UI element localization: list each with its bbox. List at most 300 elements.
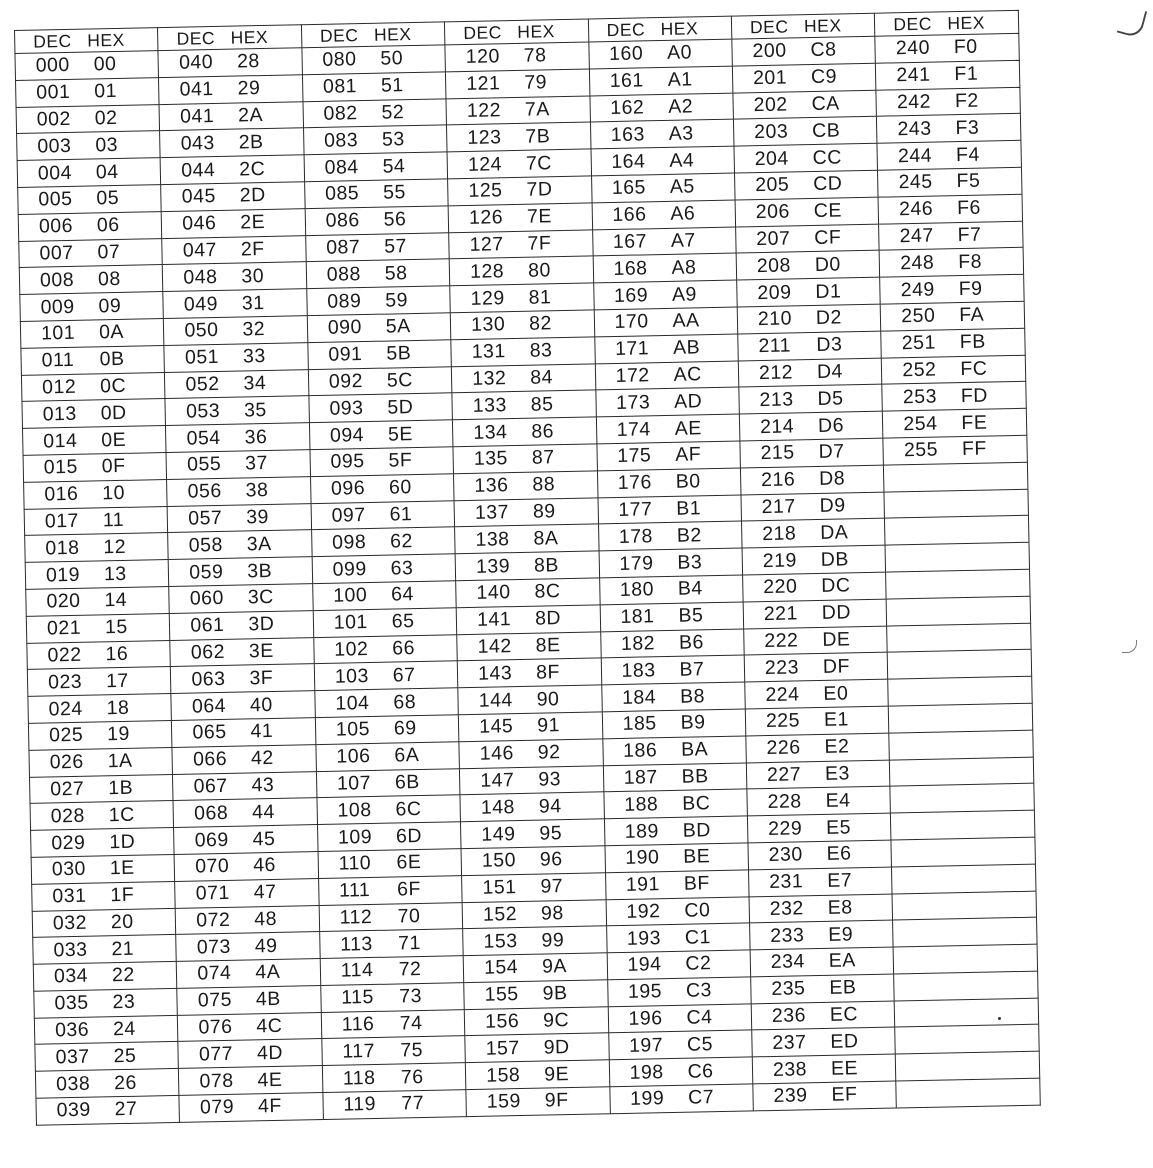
table-cell — [884, 489, 1028, 519]
table-cell — [36, 1095, 180, 1125]
hole-punch-mark-middle — [1122, 640, 1137, 653]
dec-value: 111 — [338, 879, 371, 902]
table-cell — [886, 596, 1030, 626]
table-cell — [159, 101, 303, 131]
table-cell — [599, 575, 743, 605]
table-cell — [875, 33, 1019, 63]
hex-value: 90 — [536, 687, 560, 711]
dec-value: 009 — [40, 295, 75, 319]
hex-value: 8E — [535, 634, 561, 657]
dec-value: 227 — [766, 763, 802, 786]
dec-value: 169 — [613, 283, 649, 307]
dec-value: 114 — [340, 959, 374, 983]
table-cell — [877, 141, 1021, 171]
hex-value: 7F — [527, 232, 552, 255]
table-cell — [18, 211, 162, 241]
hex-value: E6 — [826, 842, 852, 866]
table-cell — [318, 875, 462, 905]
dec-value: 149 — [481, 822, 516, 846]
table-cell — [889, 730, 1033, 760]
hex-value: FD — [960, 384, 989, 407]
table-cell — [880, 274, 1024, 304]
dec-value: 181 — [620, 605, 655, 629]
dec-value: 166 — [612, 203, 647, 227]
dec-value: 047 — [182, 238, 218, 262]
hex-value: 92 — [537, 741, 561, 764]
table-cell — [17, 131, 161, 161]
dec-value: 004 — [37, 161, 73, 185]
dec-value: 041 — [179, 78, 214, 101]
dec-value: 160 — [608, 42, 644, 66]
table-cell — [750, 947, 894, 977]
hex-value: A6 — [670, 202, 696, 226]
table-cell — [896, 1051, 1040, 1081]
table-cell — [450, 310, 594, 340]
table-cell — [164, 342, 308, 372]
header-hex-label: HEX — [517, 20, 555, 42]
dec-value: 023 — [47, 670, 83, 694]
hex-value: 72 — [398, 958, 422, 981]
hex-value: CD — [812, 172, 843, 196]
dec-value: 179 — [619, 551, 654, 575]
dec-value: 051 — [184, 346, 220, 369]
hex-value: 4A — [255, 961, 281, 984]
hex-value: 63 — [390, 556, 414, 580]
table-cell — [748, 867, 892, 897]
dec-value: 244 — [897, 144, 933, 167]
column-header — [158, 25, 302, 51]
dec-value: 165 — [611, 176, 647, 200]
table-cell — [459, 739, 603, 769]
dec-value: 221 — [763, 602, 799, 626]
table-cell — [307, 286, 451, 316]
dec-value: 153 — [483, 929, 518, 953]
dec-value: 029 — [51, 831, 86, 854]
dec-value: 157 — [485, 1036, 520, 1060]
table-cell — [876, 60, 1020, 90]
table-cell — [463, 953, 607, 983]
table-cell — [893, 917, 1037, 947]
hex-value: C4 — [686, 1006, 713, 1029]
hex-value: DB — [820, 547, 850, 571]
hex-value: EB — [829, 976, 857, 1000]
dec-value: 156 — [484, 1010, 520, 1033]
hex-value: 06 — [96, 214, 120, 237]
hex-value: 96 — [539, 848, 563, 871]
table-cell — [881, 301, 1025, 331]
table-cell — [739, 385, 883, 415]
table-cell — [35, 1069, 179, 1099]
table-cell — [162, 235, 306, 265]
hex-value: B9 — [680, 711, 706, 735]
dec-value: 213 — [759, 388, 794, 411]
table-cell — [603, 789, 747, 819]
hex-value: 6B — [394, 770, 421, 794]
table-cell — [167, 503, 311, 533]
table-cell — [164, 316, 308, 346]
table-cell — [876, 87, 1020, 117]
table-cell — [309, 393, 453, 423]
table-cell — [165, 369, 309, 399]
hex-value: 97 — [540, 875, 564, 898]
table-cell — [26, 613, 170, 643]
table-cell — [744, 652, 888, 682]
table-cell — [602, 709, 746, 739]
hex-value: B8 — [679, 684, 706, 708]
hex-value: 6D — [395, 824, 423, 847]
dec-value: 186 — [622, 739, 658, 763]
dec-value: 000 — [35, 54, 70, 77]
hex-value: DA — [819, 521, 849, 544]
table-cell — [883, 435, 1027, 465]
hex-value: 33 — [242, 345, 266, 368]
hex-value: AC — [673, 363, 702, 386]
hex-value: 6E — [396, 851, 422, 874]
hex-value: 3F — [249, 666, 274, 690]
dec-value: 056 — [187, 480, 222, 503]
table-cell — [178, 1012, 322, 1042]
table-cell — [448, 176, 592, 206]
table-cell — [314, 634, 458, 664]
hex-value: 08 — [97, 267, 121, 291]
dec-value: 110 — [338, 852, 372, 875]
dec-value: 018 — [45, 536, 80, 560]
dec-value: 079 — [199, 1096, 235, 1119]
dec-value: 058 — [188, 533, 224, 557]
dec-value: 119 — [343, 1093, 377, 1117]
hex-value: 12 — [103, 535, 127, 559]
table-cell — [734, 170, 878, 200]
table-cell — [591, 173, 735, 203]
hex-value: F2 — [954, 89, 979, 113]
hex-value: 8F — [535, 660, 561, 684]
hex-value: 68 — [393, 690, 417, 714]
hex-value: 58 — [384, 261, 408, 285]
dec-value: 192 — [626, 900, 661, 923]
hex-value: AE — [674, 416, 702, 440]
table-cell — [25, 560, 169, 590]
dec-value: 091 — [328, 343, 363, 366]
hex-value: EE — [830, 1056, 859, 1080]
dec-value: 041 — [179, 104, 215, 128]
hex-value: 65 — [391, 610, 415, 633]
table-cell — [177, 959, 321, 989]
table-cell — [751, 974, 895, 1004]
table-cell — [591, 146, 735, 176]
hex-value: 88 — [532, 473, 556, 496]
table-cell — [738, 358, 882, 388]
table-cell — [607, 977, 751, 1007]
table-cell — [590, 119, 734, 149]
hex-value: B5 — [678, 604, 704, 627]
dec-value: 003 — [37, 134, 72, 158]
hex-value: BA — [680, 738, 709, 761]
hex-value: EC — [829, 1003, 859, 1026]
table-cell — [589, 93, 733, 123]
hex-value: D8 — [818, 467, 846, 491]
table-cell — [306, 259, 450, 289]
table-cell — [323, 1090, 467, 1120]
dec-value: 048 — [183, 265, 218, 289]
hex-value: 1C — [108, 803, 135, 826]
dec-value: 034 — [53, 965, 89, 988]
dec-value: 243 — [897, 117, 932, 141]
table-cell — [600, 629, 744, 659]
dec-value: 238 — [772, 1057, 808, 1081]
header-dec-label: DEC — [749, 15, 789, 37]
dec-value: 219 — [762, 548, 798, 572]
table-cell — [882, 382, 1026, 412]
hex-value: A0 — [666, 41, 693, 65]
hex-value: 1A — [107, 749, 133, 773]
dec-value: 022 — [47, 643, 82, 667]
hex-value: 8A — [533, 526, 559, 550]
hex-value: 7A — [524, 98, 550, 121]
table-cell — [602, 736, 746, 766]
table-cell — [457, 631, 601, 661]
table-cell — [885, 542, 1029, 572]
hex-value: D9 — [819, 494, 846, 517]
dec-value: 050 — [184, 319, 219, 342]
hex-value: 0D — [100, 401, 127, 425]
hex-value: 00 — [93, 53, 117, 76]
table-cell — [303, 98, 447, 128]
table-cell — [744, 626, 888, 656]
dec-value: 210 — [757, 307, 793, 331]
table-cell — [461, 819, 605, 849]
hex-value: BC — [681, 791, 711, 815]
dec-value: 120 — [465, 45, 501, 69]
hex-value: 45 — [252, 827, 276, 850]
dec-value: 104 — [335, 691, 370, 715]
hex-value: F5 — [956, 170, 981, 193]
table-cell — [732, 63, 876, 93]
hex-value: 13 — [103, 562, 127, 585]
table-cell — [741, 518, 885, 548]
table-cell — [751, 1001, 895, 1031]
table-cell — [750, 920, 894, 950]
header-hex-label: HEX — [230, 26, 269, 48]
hex-value: B6 — [678, 631, 705, 654]
hex-value: 16 — [105, 642, 129, 666]
dec-value: 001 — [36, 81, 71, 104]
dec-value: 215 — [760, 441, 795, 465]
hex-value: 0F — [101, 455, 126, 478]
hex-value: 8D — [534, 607, 562, 630]
hex-value: 73 — [399, 985, 423, 1008]
dec-value: 194 — [627, 953, 662, 977]
table-cell — [304, 179, 448, 209]
table-cell — [605, 843, 749, 873]
table-cell — [466, 1087, 610, 1117]
dec-hex-conversion-table — [14, 10, 1041, 1126]
table-cell — [733, 90, 877, 120]
table-cell — [315, 715, 459, 745]
dec-value: 095 — [330, 450, 365, 474]
dec-hex-table-container — [14, 10, 1040, 1148]
table-cell — [165, 396, 309, 426]
table-cell — [16, 77, 160, 107]
dec-value: 203 — [753, 120, 789, 143]
table-cell — [895, 1025, 1039, 1055]
table-cell — [166, 450, 310, 480]
dec-value: 084 — [324, 155, 359, 179]
dec-value: 146 — [479, 742, 515, 765]
dec-value: 031 — [52, 884, 87, 908]
hex-value: C1 — [684, 925, 712, 949]
hex-value: 5B — [386, 342, 412, 365]
hex-value: 52 — [381, 101, 405, 124]
dec-value: 106 — [336, 745, 371, 768]
table-cell — [601, 682, 745, 712]
table-cell — [888, 676, 1032, 706]
dec-value: 102 — [334, 637, 369, 661]
hex-value: 78 — [523, 44, 547, 68]
dec-value: 064 — [191, 694, 227, 718]
dec-value: 188 — [624, 792, 659, 816]
dec-value: 237 — [772, 1031, 807, 1054]
table-cell — [457, 658, 601, 688]
hex-value: 81 — [528, 285, 552, 309]
table-cell — [176, 905, 320, 935]
dec-value: 053 — [185, 399, 221, 423]
table-cell — [24, 479, 168, 509]
hex-value: FF — [961, 437, 987, 461]
hex-value: 91 — [537, 714, 561, 737]
table-cell — [179, 1066, 323, 1096]
dec-value: 071 — [195, 881, 231, 905]
hex-value: 5D — [387, 395, 414, 419]
dec-value: 178 — [618, 525, 654, 548]
hex-value: 94 — [538, 794, 562, 818]
table-cell — [449, 230, 593, 260]
hex-value: 42 — [250, 747, 274, 770]
dec-value: 231 — [768, 870, 804, 894]
table-cell — [319, 929, 463, 959]
dec-value: 066 — [192, 747, 228, 771]
table-cell — [173, 771, 317, 801]
hex-value: 3D — [248, 613, 275, 636]
dec-value: 039 — [56, 1099, 91, 1122]
table-cell — [175, 878, 319, 908]
table-cell — [23, 452, 167, 482]
dec-value: 171 — [614, 337, 650, 361]
dec-value: 232 — [769, 897, 805, 920]
table-cell — [593, 280, 737, 310]
table-cell — [320, 956, 464, 986]
hex-value: 60 — [388, 476, 412, 499]
hex-value: 01 — [94, 80, 118, 103]
hex-value: 5E — [387, 422, 414, 446]
table-cell — [749, 894, 893, 924]
hex-value: 4B — [255, 988, 281, 1011]
dec-value: 220 — [763, 575, 798, 599]
table-cell — [608, 1030, 752, 1060]
table-cell — [446, 69, 590, 99]
hex-value: 51 — [380, 74, 404, 97]
dec-value: 209 — [757, 281, 792, 304]
dec-value: 130 — [470, 313, 506, 337]
table-cell — [15, 51, 159, 81]
hex-value: 09 — [98, 294, 122, 317]
header-dec-label: DEC — [33, 30, 72, 52]
hex-value: A4 — [669, 148, 695, 172]
table-cell — [598, 495, 742, 525]
hex-value: DF — [822, 655, 851, 678]
hex-value: 8C — [534, 580, 561, 603]
table-cell — [304, 152, 448, 182]
table-cell — [447, 122, 591, 152]
header-hex-label: HEX — [803, 14, 842, 36]
dec-value: 137 — [474, 501, 510, 524]
hex-value: 4F — [257, 1095, 283, 1118]
table-cell — [312, 581, 456, 611]
hex-value: 19 — [106, 723, 131, 746]
hex-value: 98 — [540, 902, 564, 925]
table-cell — [445, 42, 589, 72]
hex-value: 7E — [526, 205, 553, 228]
table-cell — [308, 366, 452, 396]
hex-value: F4 — [955, 143, 981, 166]
table-cell — [314, 661, 458, 691]
hex-value: CC — [812, 145, 843, 169]
table-cell — [26, 586, 170, 616]
dec-value: 074 — [197, 962, 232, 985]
table-cell — [609, 1084, 753, 1114]
dec-value: 208 — [756, 254, 792, 277]
hex-value: A1 — [667, 68, 693, 92]
hex-value: AB — [672, 336, 701, 359]
hex-value: D3 — [816, 333, 843, 357]
hex-value: CF — [814, 226, 842, 249]
dec-value: 216 — [760, 468, 796, 492]
table-cell — [178, 1039, 322, 1069]
column-header — [445, 19, 589, 45]
hex-value: 71 — [397, 931, 422, 955]
dec-value: 092 — [328, 370, 364, 393]
hex-value: B3 — [677, 550, 703, 574]
dec-value: 162 — [610, 96, 645, 120]
hex-value: D4 — [816, 360, 844, 383]
hex-value: 83 — [529, 339, 553, 362]
dec-value: 112 — [339, 905, 373, 929]
header-hex-label: HEX — [373, 23, 412, 45]
hex-value: 14 — [104, 589, 128, 612]
table-cell — [594, 334, 738, 364]
table-cell — [170, 610, 314, 640]
hex-value: 43 — [251, 773, 275, 797]
table-body — [15, 33, 1040, 1125]
dec-value: 024 — [48, 697, 83, 720]
dec-value: 225 — [765, 709, 801, 733]
dec-value: 128 — [469, 259, 505, 283]
table-cell — [888, 650, 1032, 680]
hex-value: 48 — [254, 907, 278, 931]
dec-value: 011 — [41, 349, 75, 372]
hex-value: FC — [960, 357, 988, 381]
hex-value: CE — [813, 199, 843, 223]
table-cell — [894, 971, 1038, 1001]
table-cell — [597, 468, 741, 498]
dec-value: 049 — [183, 292, 219, 316]
table-cell — [310, 474, 454, 504]
dec-value: 191 — [625, 873, 661, 896]
hex-value: 5F — [388, 449, 413, 472]
table-cell — [454, 497, 598, 527]
table-cell — [891, 810, 1035, 840]
dec-value: 159 — [486, 1090, 522, 1114]
dec-value: 242 — [896, 90, 932, 114]
